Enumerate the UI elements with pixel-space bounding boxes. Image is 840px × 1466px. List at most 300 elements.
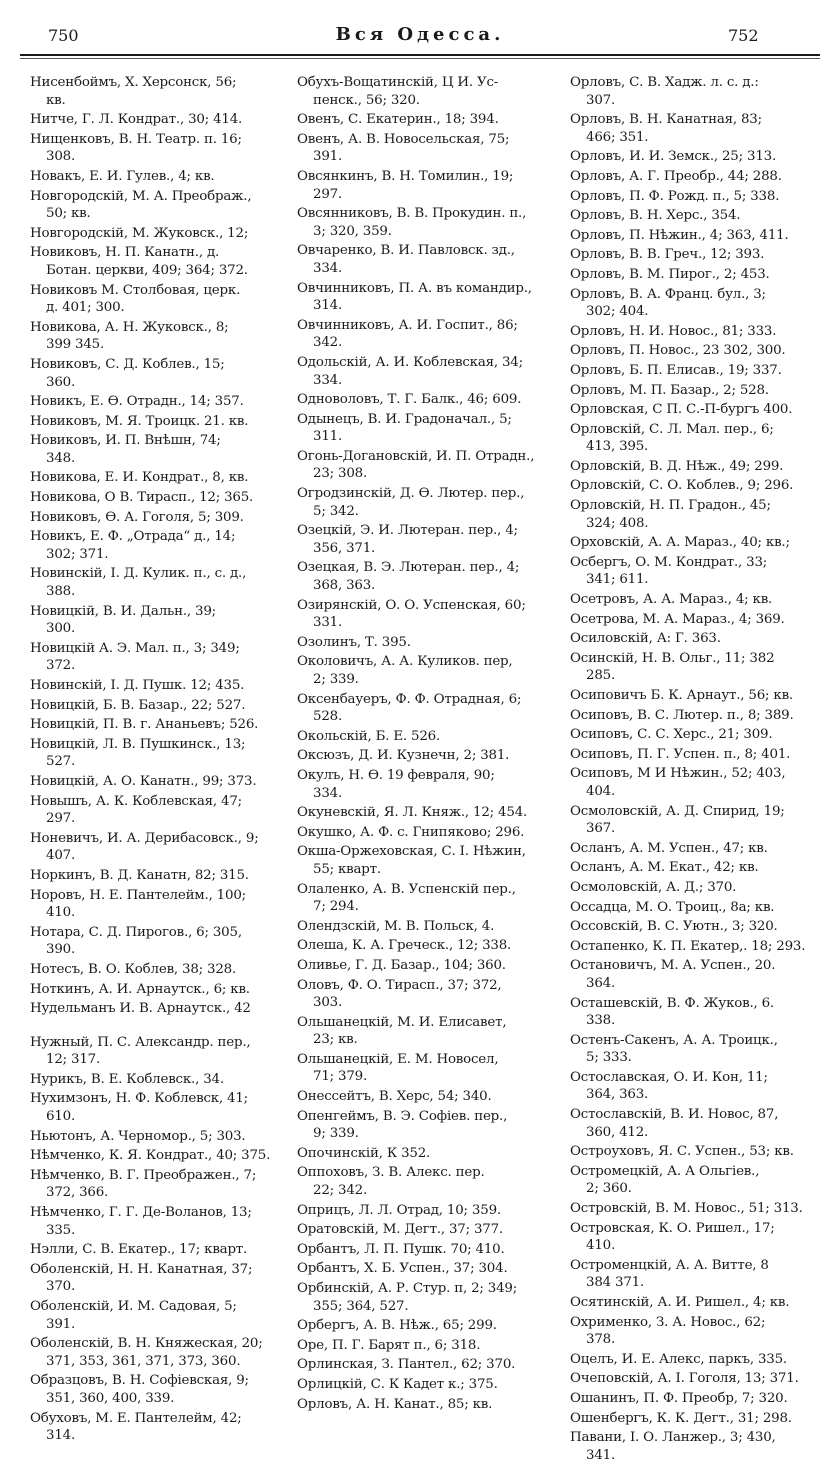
entry-continuation: 355; 364, 527. <box>313 1298 409 1314</box>
entry-text: Нужный, П. С. Александр. пер., <box>30 1034 251 1050</box>
directory-entry <box>570 650 813 685</box>
directory-entry <box>297 804 540 822</box>
entry-continuation: 610. <box>46 1109 76 1125</box>
directory-entry <box>297 1356 540 1374</box>
entry-text: Олендзскій, М. В. Польск, 4. <box>297 918 495 934</box>
entry-continuation: 527. <box>46 754 76 770</box>
directory-entry <box>297 881 540 916</box>
directory-entry <box>297 957 540 975</box>
entry-text: Орловъ, П. Ф. Рожд. п., 5; 338. <box>570 188 780 204</box>
entry-text: Овчинниковъ, А. И. Госпит., 86; <box>297 317 518 333</box>
directory-entry <box>570 611 813 629</box>
entry-text: Обуховъ, М. Е. Пантелейм, 42; <box>30 1410 242 1426</box>
directory-entry <box>570 1294 813 1312</box>
directory-entry <box>297 1164 540 1199</box>
entry-continuation: 2; 360. <box>586 1181 632 1197</box>
directory-entry <box>30 1128 273 1146</box>
entry-text: Новинскій, І. Д. Пушк. 12; 435. <box>30 678 245 693</box>
entry-continuation: 399 345. <box>46 337 105 353</box>
directory-entry <box>297 1145 540 1163</box>
directory-entry <box>297 242 540 277</box>
entry-text: Новгородскій, М. А. Преображ., <box>30 188 252 204</box>
entry-text: Орловъ, А. Г. Преобр., 44; 288. <box>570 168 782 184</box>
directory-entry <box>30 961 273 979</box>
directory-entry <box>297 448 540 483</box>
entry-text: Очеповскій, А. І. Гоголя, 13; 371. <box>570 1371 799 1387</box>
entry-text: Оловъ, Ф. О. Тирасп., 37; 372, <box>297 977 502 993</box>
entry-continuation: 370. <box>46 1279 76 1295</box>
entry-text: Орловъ, В. Н. Канатная, 83; <box>570 112 762 128</box>
entry-text: Окуневскій, Я. Л. Княж., 12; 454. <box>297 805 528 821</box>
entry-text: Новгородскій, М. Жуковск., 12; <box>30 225 249 241</box>
entry-continuation: 314. <box>46 1428 76 1444</box>
entry-text: Оссадца, М. О. Троиц., 8а; кв. <box>570 899 775 915</box>
entry-continuation: 410. <box>586 1238 616 1254</box>
directory-entry <box>570 534 813 552</box>
directory-entry <box>570 458 813 476</box>
entry-continuation: 308. <box>46 149 76 165</box>
column-1 <box>30 74 273 1447</box>
directory-entry <box>30 168 273 186</box>
directory-entry <box>570 74 813 109</box>
directory-entry <box>570 323 813 341</box>
entry-text: Нѣмченко, В. Г. Преображен., 7; <box>30 1167 257 1183</box>
entry-text: Оссовскій, В. С. Уютн., 3; 320. <box>570 919 778 935</box>
column-2 <box>297 74 540 1415</box>
entry-text: Орловъ, В. Н. Херс., 354. <box>570 208 741 224</box>
directory-entry <box>570 726 813 744</box>
entry-text: Опенгеймъ, В. Э. Софіев. пер., <box>297 1108 508 1124</box>
entry-text: Новикова, О В. Тирасп., 12; 365. <box>30 490 254 506</box>
entry-text: Обухъ-Вощатинскій, Ц И. Ус- <box>297 75 499 90</box>
entry-text: Огонь-Догановскій, И. П. Отрадн., <box>297 448 535 464</box>
directory-entry <box>30 111 273 129</box>
entry-continuation: 360. <box>46 374 76 390</box>
entry-continuation: 348. <box>46 450 76 466</box>
column-3 <box>570 74 813 1466</box>
entry-text: Ошанинъ, П. Ф. Преобр, 7; 320. <box>570 1390 788 1406</box>
entry-text: Норовъ, Н. Е. Пантелейм., 100; <box>30 887 246 903</box>
directory-entry <box>570 477 813 495</box>
directory-entry <box>297 1014 540 1049</box>
entry-text: Орловъ, П. Новос., 23 302, 300. <box>570 343 786 359</box>
directory-entry <box>30 1167 273 1202</box>
entry-text: Овенъ, А. В. Новосельская, 75; <box>297 131 510 147</box>
directory-entry <box>30 1298 273 1333</box>
directory-entry <box>297 111 540 129</box>
page-number-left: 750 <box>48 26 79 45</box>
directory-entry <box>30 697 273 715</box>
entry-text: Оливье, Г. Д. Базар., 104; 360. <box>297 957 506 973</box>
directory-entry <box>30 1034 273 1069</box>
directory-entry <box>570 497 813 532</box>
directory-entry <box>570 1410 813 1428</box>
directory-entry <box>297 937 540 955</box>
entry-text: Одноволовъ, Т. Г. Балк., 46; 609. <box>297 392 522 408</box>
entry-continuation: Ботан. церкви, 409; 364; 372. <box>46 262 248 278</box>
directory-entry <box>30 528 273 563</box>
directory-entry <box>30 677 273 695</box>
entry-continuation: 360, 412. <box>586 1124 649 1140</box>
entry-text: Овсянкинъ, В. Н. Томилин., 19; <box>297 168 514 184</box>
entry-text: Новицкій, А. О. Канатн., 99; 373. <box>30 773 257 789</box>
entry-text: Осинскій, Н. В. Ольг., 11; 382 <box>570 650 775 666</box>
directory-entry <box>297 1051 540 1086</box>
entry-text: Осмоловскій, А. Д. Спирид, 19; <box>570 803 785 819</box>
directory-entry <box>570 1106 813 1141</box>
entry-continuation: 302; 371. <box>46 546 109 562</box>
directory-entry <box>297 391 540 409</box>
entry-text: Онессейтъ, В. Херс, 54; 340. <box>297 1089 492 1105</box>
directory-entry <box>30 1000 273 1018</box>
entry-text: Орловскій, С. Л. Мал. пер., 6; <box>570 421 774 437</box>
directory-entry <box>297 1337 540 1355</box>
entry-continuation: 341; 611. <box>586 572 649 588</box>
entry-text: Олаленко, А. В. Успенскій пер., <box>297 881 516 897</box>
entry-text: Остославская, О. И. Кон, 11; <box>570 1069 768 1085</box>
entry-text: Оксюзъ, Д. И. Кузнечн, 2; 381. <box>297 748 510 764</box>
entry-continuation: 341. <box>586 1447 616 1463</box>
entry-continuation: 391. <box>46 1316 76 1332</box>
directory-entry <box>570 148 813 166</box>
directory-entry <box>297 843 540 878</box>
entry-text: Орловъ, В. В. Греч., 12; 393. <box>570 247 765 263</box>
entry-continuation: 367. <box>586 821 616 837</box>
directory-entry <box>297 767 540 802</box>
entry-text: Олеша, К. А. Греческ., 12; 338. <box>297 938 512 954</box>
entry-text: Орловъ, П. Нѣжин., 4; 363, 411. <box>570 227 789 243</box>
directory-entry <box>570 286 813 321</box>
entry-text: Озецкій, Э. И. Лютеран. пер., 4; <box>297 523 518 539</box>
entry-text: Новышъ, А. К. Коблевская, 47; <box>30 793 242 809</box>
directory-entry <box>30 640 273 675</box>
directory-entry <box>297 1088 540 1106</box>
directory-entry <box>30 469 273 487</box>
entry-continuation: 407. <box>46 848 76 864</box>
entry-text: Осиповъ, М И Нѣжин., 52; 403, <box>570 766 786 782</box>
page-title: Вся Одесса. <box>335 24 505 45</box>
entry-text: Нурикъ, В. Е. Коблевск., 34. <box>30 1071 224 1087</box>
directory-entry <box>30 1204 273 1239</box>
entry-text: Окулъ, Н. Ѳ. 19 февраля, 90; <box>297 767 495 783</box>
directory-entry <box>30 1410 273 1445</box>
entry-continuation: 7; 294. <box>313 899 359 915</box>
entry-text: Орлицкій, С. К Кадет к.; 375. <box>297 1376 498 1392</box>
directory-entry <box>570 995 813 1030</box>
directory-entry <box>297 317 540 352</box>
directory-entry <box>30 244 273 279</box>
directory-entry <box>297 280 540 315</box>
directory-entry <box>570 227 813 245</box>
entry-text: Осетровъ, А. А. Мараз., 4; кв. <box>570 592 773 608</box>
entry-text: Новиковъ М. Столбовая, церк. <box>30 282 241 298</box>
directory-entry <box>30 509 273 527</box>
entry-text: Осиповъ, В. С. Лютер. п., 8; 389. <box>570 707 794 723</box>
entry-continuation: 404. <box>586 783 616 799</box>
entry-text: Островскій, В. М. Новос., 51; 313. <box>570 1201 803 1217</box>
entry-text: Ноткинъ, А. И. Арнаутск., 6; кв. <box>30 981 250 997</box>
directory-entry <box>30 1090 273 1125</box>
directory-entry <box>297 747 540 765</box>
directory-entry <box>30 74 273 109</box>
directory-entry <box>570 840 813 858</box>
entry-continuation: 413, 395. <box>586 439 649 455</box>
entry-text: Озецкая, В. Э. Лютеран. пер., 4; <box>297 560 520 576</box>
entry-text: Нитче, Г. Л. Кондрат., 30; 414. <box>30 112 243 128</box>
entry-text: Остроуховъ, Я. С. Успен., 53; кв. <box>570 1144 794 1160</box>
entry-text: Осланъ, А. М. Екат., 42; кв. <box>570 860 759 876</box>
directory-entry <box>297 1396 540 1414</box>
entry-continuation: 351, 360, 400, 339. <box>46 1390 175 1406</box>
directory-entry <box>297 918 540 936</box>
entry-text: Новиковъ, М. Я. Троицк. 21. кв. <box>30 413 249 429</box>
directory-entry <box>570 1143 813 1161</box>
directory-entry <box>297 354 540 389</box>
entry-text: Павани, І. О. Ланжер., 3; 430, <box>570 1430 776 1446</box>
directory-entry <box>570 765 813 800</box>
entry-text: Новиковъ, И. П. Внѣшн, 74; <box>30 433 221 449</box>
entry-continuation: 71; 379. <box>313 1069 368 1085</box>
entry-text: Орловъ, Б. П. Елисав., 19; 337. <box>570 362 782 378</box>
entry-text: Осетрова, М. А. Мараз., 4; 369. <box>570 611 785 627</box>
entry-text: Ошенбергъ, К. К. Дегт., 31; 298. <box>570 1410 792 1426</box>
entry-text: Оболенскій, Н. Н. Канатная, 37; <box>30 1261 253 1277</box>
entry-text: Нисенбоймъ, Х. Херсонск, 56; <box>30 75 237 90</box>
entry-text: Остославскій, В. И. Новос, 87, <box>570 1107 779 1123</box>
directory-entry <box>297 485 540 520</box>
entry-text: Нищенковъ, В. Н. Театр. п. 16; <box>30 131 242 147</box>
entry-text: Осятинскій, А. И. Ришел., 4; кв. <box>570 1295 790 1310</box>
entry-text: Новикъ, Е. Ѳ. Отрадн., 14; 357. <box>30 394 244 410</box>
directory-entry <box>570 1069 813 1104</box>
entry-continuation: 9; 339. <box>313 1126 359 1142</box>
directory-entry <box>297 168 540 203</box>
directory-entry <box>297 559 540 594</box>
directory-entry <box>570 1390 813 1408</box>
entry-continuation: кв. <box>46 92 66 108</box>
entry-continuation: 364. <box>586 975 616 991</box>
directory-entry <box>297 634 540 652</box>
page-header <box>0 22 840 46</box>
entry-text: Новакъ, Е. И. Гулев., 4; кв. <box>30 168 215 184</box>
entry-continuation: 12; 317. <box>46 1052 101 1068</box>
directory-entry <box>570 1163 813 1198</box>
entry-continuation: 368, 363. <box>313 578 376 594</box>
entry-text: Орловскій, Н. П. Градон., 45; <box>570 498 771 514</box>
entry-text: Одынецъ, В. И. Градоначал., 5; <box>297 411 512 427</box>
directory-entry <box>570 1314 813 1349</box>
entry-continuation: 334. <box>313 785 343 801</box>
directory-entry <box>570 899 813 917</box>
entry-text: Новицкій А. Э. Мал. п., 3; 349; <box>30 640 240 656</box>
entry-text: Оболенскій, И. М. Садовая, 5; <box>30 1299 237 1314</box>
entry-text: Орловъ, В. М. Пирог., 2; 453. <box>570 266 770 282</box>
entry-text: Остромецкій, А. А Ольгіев., <box>570 1163 760 1179</box>
entry-text: Ноневичъ, И. А. Дерибасовск., 9; <box>30 830 259 846</box>
entry-continuation: 300. <box>46 621 76 637</box>
entry-continuation: 410. <box>46 905 76 921</box>
entry-text: Осташевскій, В. Ф. Жуков., 6. <box>570 995 774 1011</box>
directory-entry <box>570 188 813 206</box>
entry-text: Норкинъ, В. Д. Канатн, 82; 315. <box>30 867 249 883</box>
directory-entry <box>297 1260 540 1278</box>
entry-text: Новикъ, Е. Ф. „Отрада“ д., 14; <box>30 529 236 545</box>
entry-text: Орлинская, З. Пантел., 62; 370. <box>297 1357 516 1373</box>
page-number-right: 752 <box>728 26 759 45</box>
entry-continuation: 334. <box>313 260 343 276</box>
header-rule <box>20 54 820 56</box>
entry-continuation: 372. <box>46 658 76 674</box>
entry-text: Огродзинскій, Д. Ѳ. Лютер. пер., <box>297 486 525 502</box>
directory-entry <box>570 1370 813 1388</box>
entry-continuation: 342. <box>313 335 343 351</box>
directory-entry <box>570 707 813 725</box>
entry-text: Орловъ, С. В. Хадж. л. с. д.: <box>570 75 759 90</box>
entry-continuation: 390. <box>46 942 76 958</box>
entry-text: Нотесъ, В. О. Коблев, 38; 328. <box>30 961 237 977</box>
entry-text: Орловскій, С. О. Коблев., 9; 296. <box>570 478 794 494</box>
directory-entry <box>297 411 540 446</box>
entry-text: Нухимзонъ, Н. Ф. Коблевск, 41; <box>30 1091 248 1107</box>
directory-entry <box>30 432 273 467</box>
entry-continuation: д. 401; 300. <box>46 300 125 316</box>
entry-text: Оболенскій, В. Н. Княжеская, 20; <box>30 1336 263 1352</box>
entry-continuation: 23; 308. <box>313 466 368 482</box>
entry-continuation: 528. <box>313 709 343 725</box>
entry-text: Окушко, А. Ф. с. Гнипяково; 296. <box>297 824 525 840</box>
directory-entry <box>30 1261 273 1296</box>
entry-text: Озолинъ, Т. 395. <box>297 634 411 650</box>
directory-entry <box>570 111 813 146</box>
directory-entry <box>570 207 813 225</box>
entry-text: Новиковъ, Ѳ. А. Гоголя, 5; 309. <box>30 509 244 525</box>
directory-entry <box>570 382 813 400</box>
directory-entry <box>570 687 813 705</box>
directory-entry <box>570 746 813 764</box>
directory-entry <box>30 225 273 243</box>
directory-entry <box>30 867 273 885</box>
header-rule-thin <box>20 58 820 59</box>
entry-text: Осмоловскій, А. Д.; 370. <box>570 879 737 895</box>
entry-continuation: 5; 342. <box>313 503 359 519</box>
entry-continuation: 285. <box>586 668 616 684</box>
entry-continuation: 466; 351. <box>586 129 649 145</box>
entry-text: Овсянниковъ, В. В. Прокудин. п., <box>297 206 527 222</box>
entry-continuation: 364, 363. <box>586 1087 649 1103</box>
directory-entry <box>30 924 273 959</box>
entry-continuation: 324; 408. <box>586 515 649 531</box>
entry-text: Оцелъ, И. Е. Алекс, паркъ, 335. <box>570 1351 787 1367</box>
entry-text: Нѣмченко, К. Я. Кондрат., 40; 375. <box>30 1148 271 1164</box>
directory-entry <box>297 1376 540 1394</box>
entry-text: Остановичъ, М. А. Успен., 20. <box>570 958 776 974</box>
entry-text: Оксенбауеръ, Ф. Ф. Отрадная, 6; <box>297 691 522 707</box>
entry-text: Опочинскій, К 352. <box>297 1145 431 1161</box>
directory-entry <box>30 1147 273 1165</box>
entry-continuation: пенск., 56; 320. <box>313 92 420 108</box>
directory-entry <box>570 1200 813 1218</box>
directory-entry <box>297 1202 540 1220</box>
directory-entry <box>30 773 273 791</box>
directory-entry <box>297 131 540 166</box>
entry-continuation: 302; 404. <box>586 304 649 320</box>
entry-text: Орбантъ, Л. П. Пушк. 70; 410. <box>297 1241 505 1257</box>
entry-text: Осиповичъ Б. К. Арнаут., 56; кв. <box>570 688 793 703</box>
directory-entry <box>570 1351 813 1369</box>
entry-text: Осбергъ, О. М. Кондрат., 33; <box>570 554 768 570</box>
directory-entry <box>30 736 273 771</box>
entry-text: Нотара, С. Д. Пирогов., 6; 305, <box>30 924 242 940</box>
entry-continuation: 384 371. <box>586 1275 645 1291</box>
entry-continuation: 335. <box>46 1222 76 1238</box>
entry-continuation: 23; кв. <box>313 1032 358 1048</box>
entry-text: Орловъ, Н. И. Новос., 81; 333. <box>570 323 777 339</box>
entry-continuation: 311. <box>313 429 343 445</box>
entry-continuation: 372, 366. <box>46 1185 109 1201</box>
directory-entry <box>30 1372 273 1407</box>
entry-text: Остроменцкій, А. А. Витте, 8 <box>570 1257 769 1273</box>
entry-text: Новиковъ, С. Д. Коблев., 15; <box>30 356 225 372</box>
entry-text: Орловъ, И. И. Земск., 25; 313. <box>570 149 777 165</box>
directory-entry <box>297 653 540 688</box>
directory-entry <box>570 168 813 186</box>
entry-text: Осиповъ, П. Г. Успен. п., 8; 401. <box>570 746 791 762</box>
directory-entry <box>30 830 273 865</box>
entry-text: Ньютонъ, А. Черномор., 5; 303. <box>30 1128 246 1144</box>
directory-entry <box>297 824 540 842</box>
entry-continuation: 391. <box>313 149 343 165</box>
directory-entry <box>570 591 813 609</box>
directory-entry <box>30 319 273 354</box>
entry-text: Орловскій, В. Д. Нѣж., 49; 299. <box>570 458 784 474</box>
directory-entry <box>570 401 813 419</box>
entry-text: Околовичъ, А. А. Куликов. пер, <box>297 654 513 670</box>
entry-text: Окша-Оржеховская, С. І. Нѣжин, <box>297 844 526 860</box>
directory-entry <box>570 1257 813 1292</box>
entry-text: Нудельманъ И. В. Арнаутск., 42 <box>30 1001 251 1017</box>
entry-text: Осиповъ, С. С. Херс., 21; 309. <box>570 727 773 743</box>
directory-entry <box>30 282 273 317</box>
entry-text: Новицкій, В. И. Дальн., 39; <box>30 603 216 619</box>
directory-entry <box>297 597 540 632</box>
directory-entry <box>570 1220 813 1255</box>
entry-text: Оппоховъ, З. В. Алекс. пер. <box>297 1165 485 1181</box>
entry-text: Ольшанецкій, М. И. Елисавет, <box>297 1014 507 1030</box>
directory-entry <box>570 266 813 284</box>
entry-text: Новицкій, Б. В. Базар., 22; 527. <box>30 697 246 713</box>
entry-text: Оприцъ, Л. Л. Отрад, 10; 359. <box>297 1202 501 1218</box>
entry-text: Новинскій, І. Д. Кулик. п., с. д., <box>30 566 247 582</box>
entry-continuation: 307. <box>586 92 616 108</box>
entry-text: Озирянскій, О. О. Успенская, 60; <box>297 597 526 613</box>
directory-entry <box>570 938 813 956</box>
directory-entry <box>30 356 273 391</box>
entry-continuation: 55; кварт. <box>313 861 381 877</box>
entry-text: Остапенко, К. П. Екатер,. 18; 293. <box>570 938 806 954</box>
entry-text: Оре, П. Г. Барят п., 6; 318. <box>297 1337 481 1353</box>
entry-continuation: 338. <box>586 1013 616 1029</box>
directory-entry <box>30 131 273 166</box>
entry-text: Островская, К. О. Ришел., 17; <box>570 1220 775 1236</box>
directory-entry <box>297 691 540 726</box>
entry-text: Орбинскій, А. Р. Стур. п, 2; 349; <box>297 1281 518 1296</box>
entry-continuation: 356, 371. <box>313 540 376 556</box>
directory-entry <box>570 859 813 877</box>
directory-entry <box>297 1241 540 1259</box>
entry-text: Орловъ, В. А. Франц. бул., 3; <box>570 286 766 302</box>
entry-text: Образцовъ, В. Н. Софіевская, 9; <box>30 1373 249 1389</box>
entry-text: Ольшанецкій, Е. М. Новосел, <box>297 1051 499 1067</box>
